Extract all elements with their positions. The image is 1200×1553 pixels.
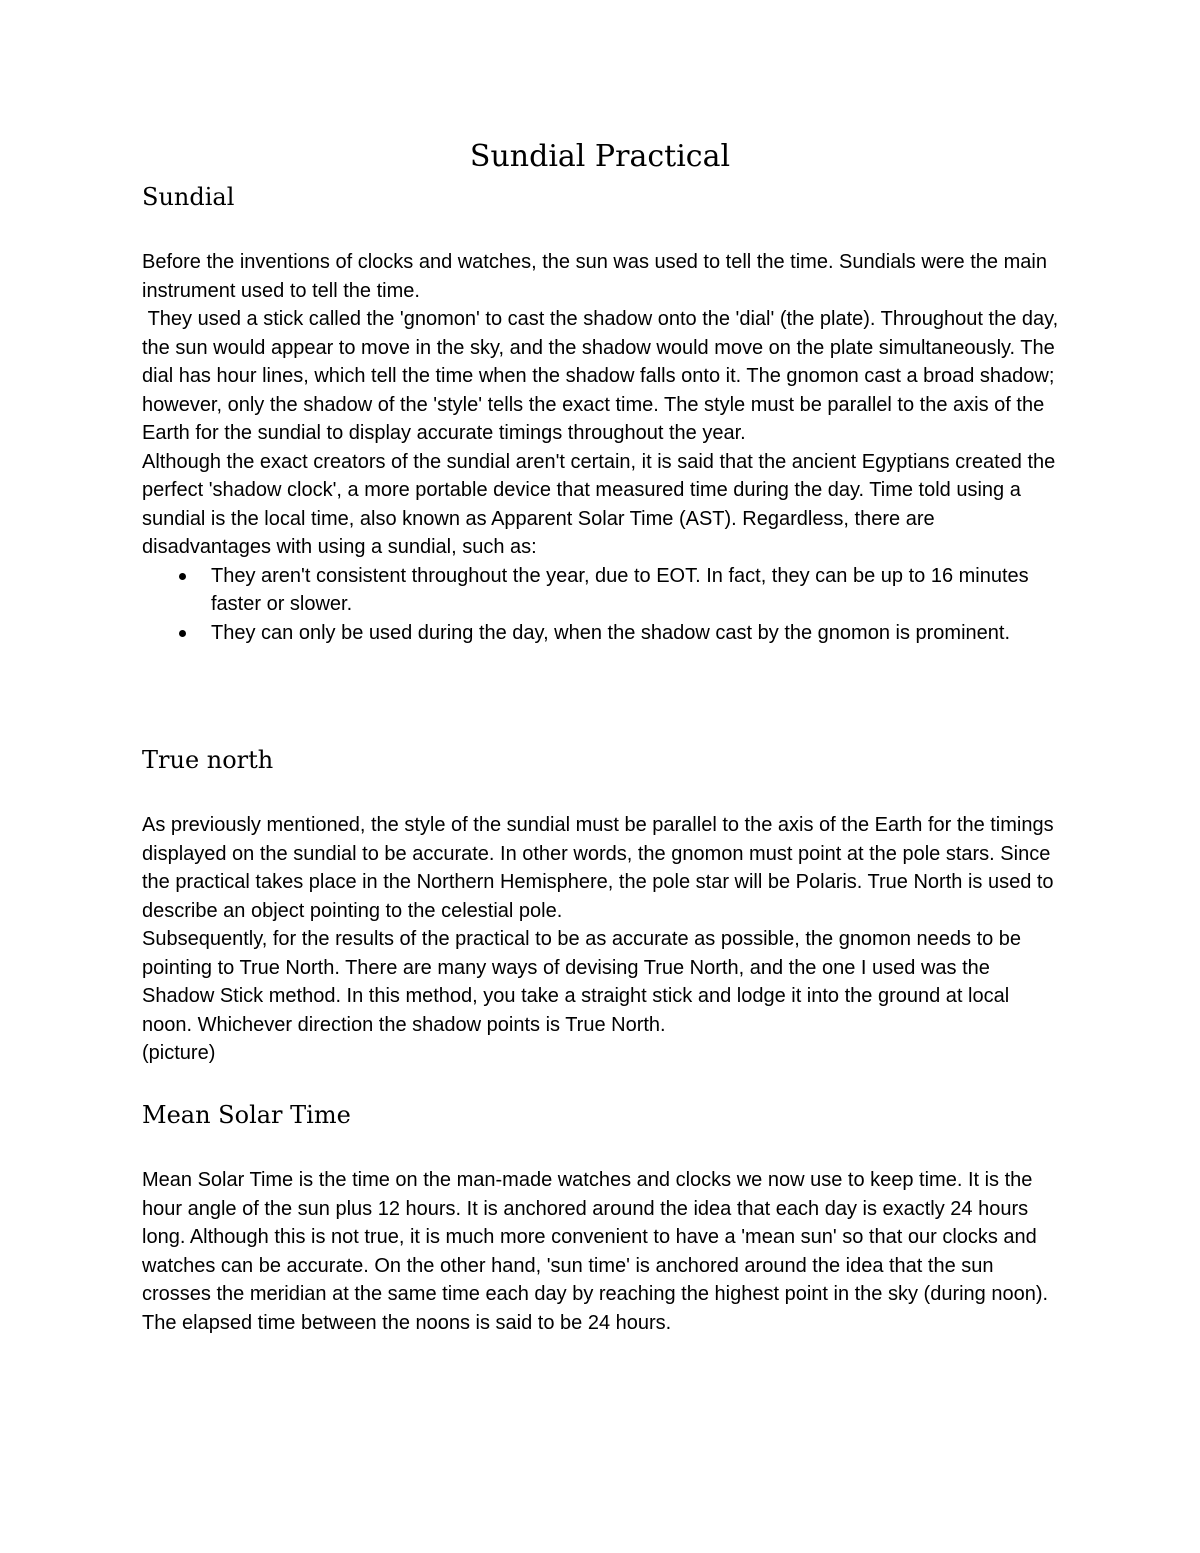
paragraph: They used a stick called the 'gnomon' to cast the shadow onto the 'dial' (the plate). Throughout the day, the sun would appear to move in the sky, and the shadow would move on the plate simultaneously. The dial has hour lines, which tell the time when the shadow falls onto it. The gnomon cast a broad shadow; however, only the shadow of the 'style' tells the exact time. The style must be parallel to the axis of the Earth for the sundial to display accurate timings throughout the year. (142, 308, 1064, 444)
section-heading-mean-solar-time: Mean Solar Time (142, 1101, 351, 1129)
section-heading-sundial: Sundial (142, 183, 235, 211)
bullet-icon (179, 573, 186, 580)
paragraph: (picture) (142, 1042, 216, 1064)
paragraph: Before the inventions of clocks and watches, the sun was used to tell the time. Sundials were the main instrument used to tell the time. (142, 251, 1047, 302)
list-item (142, 619, 1062, 648)
list-item-text: They can only be used during the day, when the shadow cast by the gnomon is prominent. (211, 621, 1011, 644)
paragraph: Although the exact creators of the sundial aren't certain, it is said that the ancient Egyptians created the perfect 'shadow clock', a more portable device that measured time during the day. Time told using a sundial is the local time, also known as Apparent Solar Time (AST). Regardless, there are disadvantages with using a sundial, such as: (142, 450, 1056, 558)
disadvantages-list (142, 562, 1062, 648)
document-title: Sundial Practical (469, 139, 731, 174)
section-heading-true-north: True north (142, 746, 274, 774)
paragraph: Subsequently, for the results of the practical to be as accurate as possible, the gnomon needs to be pointing to True North. There are many ways of devising True North, and the one I used was the Shadow Stick method. In this method, you take a straight stick and lodge it into the ground at local noon. Whichever direction the shadow points is True North. (142, 928, 1022, 1036)
list-item-text: They aren't consistent throughout the year, due to EOT. In fact, they can be up to 16 minutes faster or slower. (211, 564, 1029, 615)
bullet-icon (179, 630, 186, 637)
paragraph: Mean Solar Time is the time on the man-made watches and clocks we now use to keep time. It is the hour angle of the sun plus 12 hours. It is anchored around the idea that each day is exactly 24 hours long. Although this is not true, it is much more convenient to have a 'mean sun' so that our clocks and watches can be accurate. On the other hand, 'sun time' is anchored around the idea that the sun crosses the meridian at the same time each day by reaching the highest point in the sky (during noon). The elapsed time between the noons is said to be 24 hours. (142, 1169, 1049, 1334)
list-item (142, 562, 1062, 619)
section-mean-solar-time (142, 1100, 1062, 1337)
paragraph: As previously mentioned, the style of the sundial must be parallel to the axis of the Earth for the timings displayed on the sundial to be accurate. In other words, the gnomon must point at the pole stars. Since the practical takes place in the Northern Hemisphere, the pole star will be Polaris. True North is used to describe an object pointing to the celestial pole. (142, 814, 1054, 922)
section-sundial (142, 182, 1062, 647)
section-true-north (142, 745, 1062, 1068)
